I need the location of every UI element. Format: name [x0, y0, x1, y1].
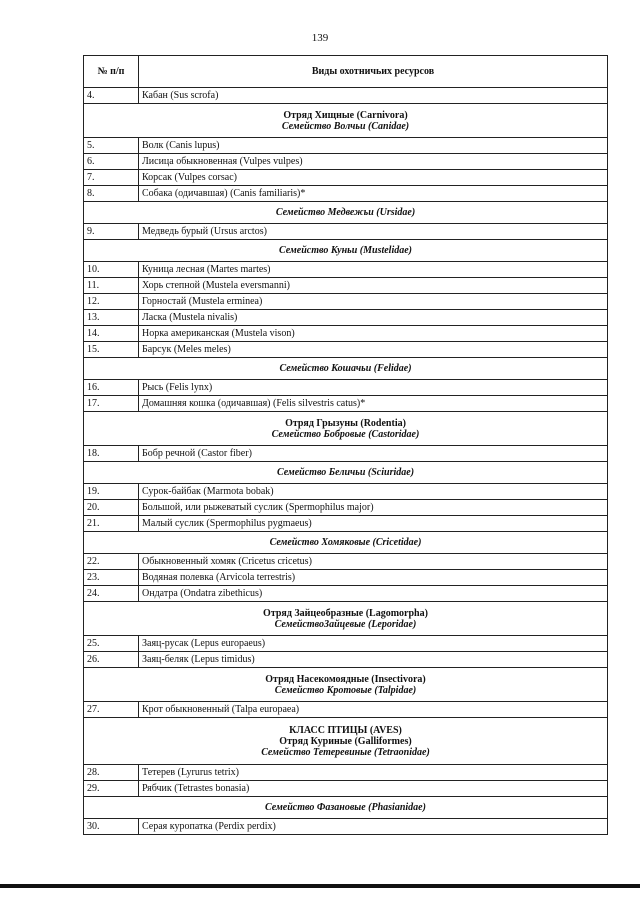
- species-name: Собака (одичавшая) (Canis familiaris)*: [139, 186, 608, 202]
- row-number: 19.: [84, 484, 139, 500]
- row-number: 18.: [84, 446, 139, 462]
- family-heading: Семейство Кротовые (Talpidae): [274, 684, 417, 696]
- table-row: [84, 138, 608, 154]
- row-number: 21.: [84, 516, 139, 532]
- species-name: Барсук (Meles meles): [139, 342, 608, 358]
- group-row: [84, 358, 608, 380]
- taxon-heading: [84, 668, 608, 702]
- taxon-heading: [84, 358, 608, 380]
- taxon-heading: [84, 602, 608, 636]
- row-number: 4.: [84, 88, 139, 104]
- species-name: Сурок-байбак (Marmota bobak): [139, 484, 608, 500]
- row-number: 14.: [84, 326, 139, 342]
- species-name: Медведь бурый (Ursus arctos): [139, 224, 608, 240]
- header-title: Виды охотничьих ресурсов: [139, 56, 608, 88]
- taxon-heading: [84, 202, 608, 224]
- table-row: [84, 170, 608, 186]
- family-heading: Семейство Тетеревиные (Tetraonidae): [261, 746, 430, 758]
- group-row: [84, 412, 608, 446]
- table-row: [84, 652, 608, 668]
- row-number: 8.: [84, 186, 139, 202]
- row-number: 26.: [84, 652, 139, 668]
- row-number: 22.: [84, 554, 139, 570]
- hunting-resources-table: [83, 55, 608, 835]
- row-number: 24.: [84, 586, 139, 602]
- species-name: Крот обыкновенный (Talpa europaea): [139, 702, 608, 718]
- species-name: Волк (Canis lupus): [139, 138, 608, 154]
- species-name: Норка американская (Mustela vison): [139, 326, 608, 342]
- family-heading: Семейство Фазановые (Phasianidae): [265, 802, 426, 813]
- species-name: Куница лесная (Martes martes): [139, 262, 608, 278]
- table-row: [84, 154, 608, 170]
- row-number: 17.: [84, 396, 139, 412]
- table-row: [84, 186, 608, 202]
- row-number: 20.: [84, 500, 139, 516]
- class-heading: КЛАСС ПТИЦЫ (AVES): [289, 724, 402, 736]
- species-name: Серая куропатка (Perdix perdix): [139, 819, 608, 835]
- species-name: Кабан (Sus scrofa): [139, 88, 608, 104]
- order-heading: Отряд Хищные (Carnivora): [283, 109, 408, 121]
- table-row: [84, 224, 608, 240]
- table-header: [84, 56, 608, 88]
- table-row: [84, 819, 608, 835]
- group-row: [84, 718, 608, 765]
- species-name: Обыкновенный хомяк (Cricetus cricetus): [139, 554, 608, 570]
- species-name: Хорь степной (Mustela eversmanni): [139, 278, 608, 294]
- group-row: [84, 668, 608, 702]
- group-row: [84, 240, 608, 262]
- row-number: 23.: [84, 570, 139, 586]
- row-number: 6.: [84, 154, 139, 170]
- table-row: [84, 781, 608, 797]
- taxon-heading: [84, 532, 608, 554]
- family-heading: Семейство Бобровые (Castoridae): [271, 428, 420, 440]
- taxon-heading: [84, 412, 608, 446]
- species-name: Заяц-русак (Lepus europaeus): [139, 636, 608, 652]
- order-heading: Отряд Насекомоядные (Insectivora): [265, 673, 426, 685]
- page-number: 139: [311, 32, 329, 44]
- group-row: [84, 797, 608, 819]
- row-number: 25.: [84, 636, 139, 652]
- row-number: 15.: [84, 342, 139, 358]
- taxon-heading: [84, 797, 608, 819]
- species-name: Лисица обыкновенная (Vulpes vulpes): [139, 154, 608, 170]
- row-number: 7.: [84, 170, 139, 186]
- species-name: Рысь (Felis lynx): [139, 380, 608, 396]
- table-row: [84, 88, 608, 104]
- row-number: 9.: [84, 224, 139, 240]
- taxon-heading: [84, 718, 608, 765]
- species-name: Тетерев (Lyrurus tetrix): [139, 765, 608, 781]
- header-num: № п/п: [84, 56, 139, 88]
- row-number: 30.: [84, 819, 139, 835]
- table-body: [84, 88, 608, 835]
- species-name: Ондатра (Ondatra zibethicus): [139, 586, 608, 602]
- group-row: [84, 104, 608, 138]
- table-row: [84, 326, 608, 342]
- row-number: 5.: [84, 138, 139, 154]
- row-number: 13.: [84, 310, 139, 326]
- table-row: [84, 380, 608, 396]
- row-number: 11.: [84, 278, 139, 294]
- table-row: [84, 702, 608, 718]
- table-row: [84, 278, 608, 294]
- order-heading: Отряд Куриные (Galliformes): [279, 735, 412, 747]
- species-name: Бобр речной (Castor fiber): [139, 446, 608, 462]
- species-name: Большой, или рыжеватый суслик (Spermophilus major): [139, 500, 608, 516]
- table-row: [84, 262, 608, 278]
- species-name: Горностай (Mustela erminea): [139, 294, 608, 310]
- row-number: 27.: [84, 702, 139, 718]
- table-row: [84, 446, 608, 462]
- species-name: Рябчик (Tetrastes bonasia): [139, 781, 608, 797]
- row-number: 16.: [84, 380, 139, 396]
- table-row: [84, 396, 608, 412]
- species-name: Домашняя кошка (одичавшая) (Felis silvestris catus)*: [139, 396, 608, 412]
- group-row: [84, 462, 608, 484]
- row-number: 29.: [84, 781, 139, 797]
- species-name: Ласка (Mustela nivalis): [139, 310, 608, 326]
- species-name: Заяц-беляк (Lepus timidus): [139, 652, 608, 668]
- family-heading: Семейство Куньи (Mustelidae): [278, 245, 413, 256]
- taxon-heading: [84, 240, 608, 262]
- family-heading: СемействоЗайцевые (Leporidae): [274, 618, 417, 630]
- taxon-heading: [84, 462, 608, 484]
- footer-rule: [0, 884, 640, 888]
- table-row: [84, 310, 608, 326]
- group-row: [84, 532, 608, 554]
- family-heading: Семейство Медвежьи (Ursidae): [275, 207, 416, 218]
- table-row: [84, 554, 608, 570]
- table-row: [84, 294, 608, 310]
- row-number: 28.: [84, 765, 139, 781]
- table-row: [84, 586, 608, 602]
- species-name: Водяная полевка (Arvicola terrestris): [139, 570, 608, 586]
- table-row: [84, 484, 608, 500]
- order-heading: Отряд Зайцеобразные (Lagomorpha): [263, 607, 428, 619]
- family-heading: Семейство Хомяковые (Cricetidae): [269, 537, 422, 548]
- row-number: 12.: [84, 294, 139, 310]
- table-row: [84, 636, 608, 652]
- table-row: [84, 570, 608, 586]
- family-heading: Семейство Беличьи (Sciuridae): [276, 467, 415, 478]
- species-name: Малый суслик (Spermophilus pygmaeus): [139, 516, 608, 532]
- row-number: 10.: [84, 262, 139, 278]
- family-heading: Семейство Волчьи (Canidae): [281, 120, 410, 132]
- species-name: Корсак (Vulpes corsac): [139, 170, 608, 186]
- table-row: [84, 500, 608, 516]
- group-row: [84, 602, 608, 636]
- taxon-heading: [84, 104, 608, 138]
- table-row: [84, 342, 608, 358]
- group-row: [84, 202, 608, 224]
- family-heading: Семейство Кошачьи (Felidae): [279, 363, 412, 374]
- table-row: [84, 765, 608, 781]
- table-row: [84, 516, 608, 532]
- order-heading: Отряд Грызуны (Rodentia): [285, 417, 406, 429]
